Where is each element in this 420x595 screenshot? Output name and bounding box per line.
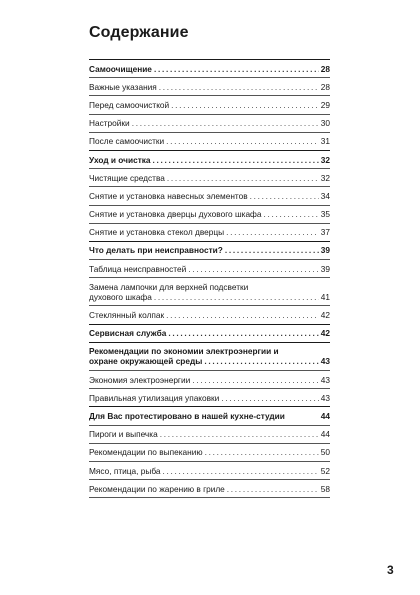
toc-page-number: 35 — [320, 209, 330, 220]
toc-entry-line — [89, 429, 330, 439]
dot-leader — [132, 118, 319, 128]
toc-entry-title: Рекомендации по жарению в гриле — [89, 483, 225, 494]
toc-section-entry — [89, 325, 330, 343]
toc-entry-line — [89, 118, 330, 128]
toc-page-number: 32 — [320, 154, 330, 165]
toc-page-number: 44 — [320, 410, 330, 421]
toc-entry-title: Сервисная служба — [89, 328, 167, 339]
toc-entry-line — [89, 328, 330, 338]
toc-entry-line — [89, 191, 330, 201]
toc-entry-title: Снятие и установка стекол дверцы — [89, 227, 225, 238]
toc-entry — [89, 278, 330, 306]
toc-entry-line — [89, 393, 330, 403]
toc-entry-line — [89, 466, 330, 476]
page-number: 3 — [387, 563, 394, 577]
toc-entry — [89, 224, 330, 242]
dot-leader — [154, 64, 319, 74]
toc-page-number: 43 — [320, 356, 330, 367]
toc-page-number: 44 — [320, 429, 330, 440]
toc-entry-line — [89, 411, 330, 421]
toc-entry-line — [89, 155, 330, 165]
toc-page-number: 43 — [320, 374, 330, 385]
toc-entry-line — [89, 209, 330, 219]
dot-leader — [160, 429, 319, 439]
toc-entry — [89, 96, 330, 114]
toc-section-entry — [89, 343, 330, 371]
toc-entry-title: охране окружающей среды — [89, 356, 203, 367]
dot-leader — [166, 310, 319, 320]
dot-leader — [171, 100, 319, 110]
toc-page-number: 52 — [320, 465, 330, 476]
dot-leader — [166, 136, 319, 146]
toc-page-number: 37 — [320, 227, 330, 238]
dot-leader — [225, 245, 319, 255]
toc-entry-title: Рекомендации по выпеканию — [89, 447, 203, 458]
toc-entry-title: Чистящие средства — [89, 172, 165, 183]
toc-section-entry — [89, 407, 330, 425]
toc-entry-title: Уход и очистка — [89, 154, 151, 165]
toc-entry-title: духового шкафа — [89, 291, 152, 302]
dot-leader — [264, 209, 319, 219]
toc-section-entry — [89, 60, 330, 78]
toc-entry-title: Пироги и выпечка — [89, 429, 158, 440]
dot-leader — [192, 375, 319, 385]
toc-entry-title: Что делать при неисправности? — [89, 245, 223, 256]
toc-entry-title: Мясо, птица, рыба — [89, 465, 161, 476]
toc-entry-line — [89, 136, 330, 146]
toc-page-number: 31 — [320, 136, 330, 147]
toc-entry-title: Важные указания — [89, 81, 157, 92]
toc-entry-line — [89, 356, 330, 366]
toc-entry-title: Экономия электроэнергии — [89, 374, 191, 385]
toc-entry-line — [89, 227, 330, 237]
toc-entry-title: Самоочищение — [89, 63, 152, 74]
toc-entry-title: Для Вас протестировано в нашей кухне-студии — [89, 410, 285, 421]
toc-entry-line — [89, 292, 330, 302]
dot-leader — [205, 447, 319, 457]
toc-entry-line — [89, 375, 330, 385]
toc-section-entry — [89, 151, 330, 169]
toc-entry — [89, 187, 330, 205]
toc-page-number: 43 — [320, 392, 330, 403]
toc-entry — [89, 480, 330, 498]
toc-entry-line — [89, 82, 330, 92]
page-title: Содержание — [89, 24, 189, 41]
toc-page-number: 28 — [320, 63, 330, 74]
toc-page-number: 34 — [320, 190, 330, 201]
toc-entry-title: Настройки — [89, 118, 130, 129]
toc-entry-line — [89, 264, 330, 274]
dot-leader — [188, 264, 319, 274]
toc-entry-title: Правильная утилизация упаковки — [89, 392, 220, 403]
toc-page-number: 32 — [320, 172, 330, 183]
toc-entry-line — [89, 310, 330, 320]
toc-entry-line — [89, 173, 330, 183]
toc-entry-title: Перед самоочисткой — [89, 99, 170, 110]
toc-entry — [89, 169, 330, 187]
toc-section-entry — [89, 242, 330, 260]
dot-leader — [154, 292, 319, 302]
toc-entry-title: После самоочистки — [89, 136, 165, 147]
table-of-contents — [89, 59, 330, 498]
toc-entry-title-line: Рекомендации по экономии электроэнергии и — [89, 346, 279, 357]
toc-entry-title: Снятие и установка дверцы духового шкафа — [89, 209, 262, 220]
toc-page-number: 50 — [320, 447, 330, 458]
toc-page-number: 41 — [320, 291, 330, 302]
toc-page-number: 39 — [320, 245, 330, 256]
toc-entry — [89, 260, 330, 278]
toc-page-number: 28 — [320, 81, 330, 92]
dot-leader — [227, 484, 319, 494]
toc-entry-line — [89, 447, 330, 457]
toc-page-number: 42 — [320, 310, 330, 321]
dot-leader — [221, 393, 318, 403]
toc-entry — [89, 306, 330, 324]
dot-leader — [168, 328, 318, 338]
toc-entry-line — [89, 64, 330, 74]
toc-entry — [89, 389, 330, 407]
dot-leader — [250, 191, 319, 201]
dot-leader — [153, 155, 319, 165]
dot-leader — [226, 227, 319, 237]
toc-entry-title: Таблица неисправностей — [89, 263, 187, 274]
toc-entry-title: Стеклянный колпак — [89, 310, 165, 321]
toc-entry-title: Снятие и установка навесных элементов — [89, 190, 248, 201]
toc-page-number: 29 — [320, 99, 330, 110]
toc-page-number: 39 — [320, 263, 330, 274]
toc-entry — [89, 78, 330, 96]
dot-leader — [159, 82, 319, 92]
toc-entry — [89, 444, 330, 462]
toc-page-number: 58 — [320, 483, 330, 494]
toc-entry — [89, 426, 330, 444]
dot-leader — [163, 466, 319, 476]
dot-leader — [204, 356, 318, 366]
toc-entry-line — [89, 484, 330, 494]
toc-entry — [89, 206, 330, 224]
toc-entry — [89, 115, 330, 133]
toc-entry-line — [89, 100, 330, 110]
toc-entry-line — [89, 245, 330, 255]
toc-entry — [89, 133, 330, 151]
dot-leader — [167, 173, 319, 183]
toc-entry — [89, 462, 330, 480]
toc-entry — [89, 371, 330, 389]
toc-page-number: 42 — [320, 328, 330, 339]
toc-page-number: 30 — [320, 118, 330, 129]
toc-entry-title-line: Замена лампочки для верхней подсветки — [89, 281, 249, 292]
